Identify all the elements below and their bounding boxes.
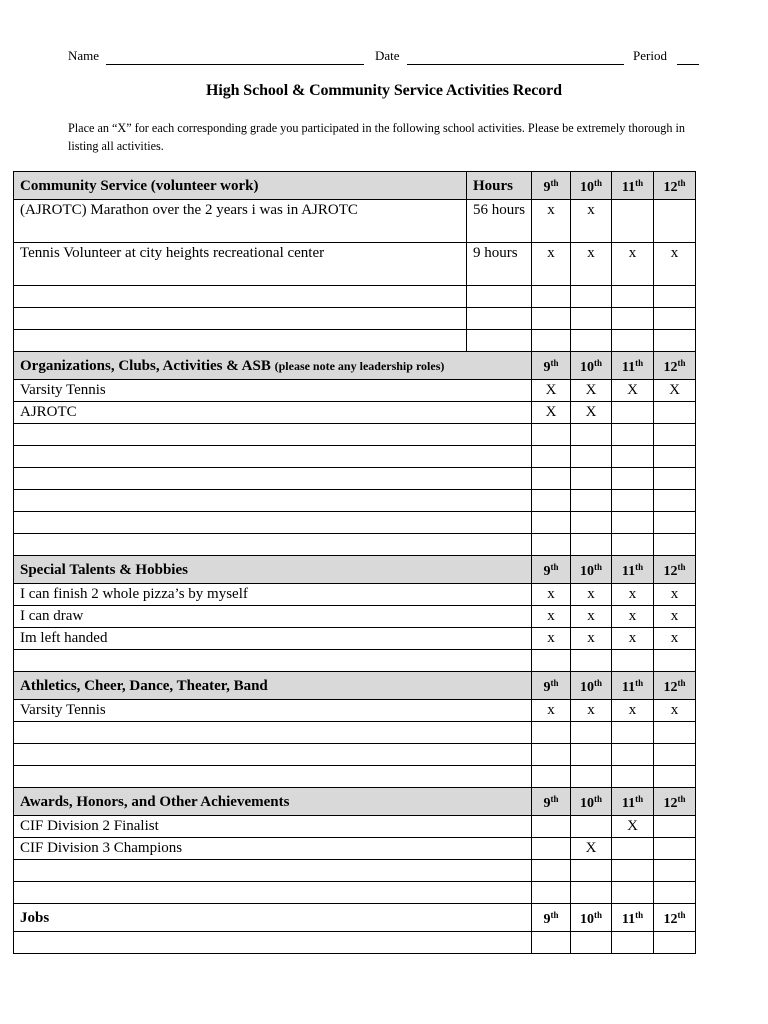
empty-row bbox=[14, 534, 696, 556]
grade-cell-10[interactable]: X bbox=[571, 838, 612, 860]
grade-cell-9[interactable]: X bbox=[532, 402, 571, 424]
empty-row bbox=[14, 882, 696, 904]
hours-cell[interactable]: 56 hours bbox=[467, 200, 532, 243]
grade-header-9: 9th bbox=[532, 904, 571, 932]
grade-header-9: 9th bbox=[532, 788, 571, 816]
empty-row bbox=[14, 468, 696, 490]
grade-header-11: 11th bbox=[612, 788, 654, 816]
grade-cell-11[interactable]: x bbox=[612, 243, 654, 286]
empty-row bbox=[14, 722, 696, 744]
grade-cell-11[interactable] bbox=[612, 200, 654, 243]
grade-header-10: 10th bbox=[571, 556, 612, 584]
section-title: Awards, Honors, and Other Achievements bbox=[14, 788, 532, 816]
empty-row bbox=[14, 766, 696, 788]
activity-cell[interactable]: Varsity Tennis bbox=[14, 700, 532, 722]
grade-cell-10[interactable]: x bbox=[571, 584, 612, 606]
section-title: Athletics, Cheer, Dance, Theater, Band bbox=[14, 672, 532, 700]
student-info-line bbox=[68, 48, 700, 66]
grade-header-11: 11th bbox=[612, 556, 654, 584]
empty-row bbox=[14, 744, 696, 766]
grade-cell-10[interactable]: x bbox=[571, 606, 612, 628]
empty-row bbox=[14, 286, 696, 308]
grade-cell-12[interactable] bbox=[654, 200, 696, 243]
grade-cell-12[interactable] bbox=[654, 402, 696, 424]
table-row bbox=[14, 606, 696, 628]
grade-header-9: 9th bbox=[532, 172, 571, 200]
name-label: Name bbox=[68, 48, 100, 63]
table-row bbox=[14, 816, 696, 838]
activity-cell[interactable]: Tennis Volunteer at city heights recreational center bbox=[14, 243, 467, 286]
table-row bbox=[14, 200, 696, 243]
grade-header-12: 12th bbox=[654, 788, 696, 816]
grade-cell-11[interactable] bbox=[612, 838, 654, 860]
grade-cell-10[interactable]: x bbox=[571, 243, 612, 286]
grade-cell-9[interactable]: x bbox=[532, 700, 571, 722]
section-title: Jobs bbox=[14, 904, 532, 932]
grade-cell-10[interactable]: x bbox=[571, 200, 612, 243]
activity-cell[interactable]: I can draw bbox=[14, 606, 532, 628]
grade-cell-9[interactable] bbox=[532, 838, 571, 860]
grade-header-10: 10th bbox=[571, 352, 612, 380]
activities-table bbox=[13, 171, 696, 954]
name-field[interactable] bbox=[106, 64, 364, 65]
activity-cell[interactable]: (AJROTC) Marathon over the 2 years i was in AJROTC bbox=[14, 200, 467, 243]
grade-cell-12[interactable]: x bbox=[654, 584, 696, 606]
grade-cell-12[interactable] bbox=[654, 838, 696, 860]
section-title: Community Service (volunteer work) bbox=[14, 172, 467, 200]
grade-header-10: 10th bbox=[571, 172, 612, 200]
grade-cell-9[interactable]: x bbox=[532, 628, 571, 650]
table-row bbox=[14, 402, 696, 424]
leadership-note: (please note any leadership roles) bbox=[274, 358, 445, 373]
section-title: Organizations, Clubs, Activities & ASB (please note any leadership roles) bbox=[14, 352, 532, 380]
grade-cell-9[interactable] bbox=[532, 816, 571, 838]
grade-cell-11[interactable]: X bbox=[612, 380, 654, 402]
period-label: Period bbox=[633, 48, 667, 63]
grade-cell-9[interactable]: x bbox=[532, 243, 571, 286]
grade-cell-9[interactable]: x bbox=[532, 606, 571, 628]
grade-cell-11[interactable]: X bbox=[612, 816, 654, 838]
section-header-awards bbox=[14, 788, 696, 816]
grade-cell-11[interactable] bbox=[612, 402, 654, 424]
table-row bbox=[14, 700, 696, 722]
activity-cell[interactable]: CIF Division 3 Champions bbox=[14, 838, 532, 860]
empty-row bbox=[14, 424, 696, 446]
grade-cell-12[interactable]: x bbox=[654, 606, 696, 628]
grade-header-10: 10th bbox=[571, 904, 612, 932]
grade-cell-10[interactable]: x bbox=[571, 700, 612, 722]
grade-cell-9[interactable]: x bbox=[532, 584, 571, 606]
grade-cell-10[interactable] bbox=[571, 816, 612, 838]
grade-cell-12[interactable]: x bbox=[654, 628, 696, 650]
empty-row bbox=[14, 330, 696, 352]
table-row bbox=[14, 838, 696, 860]
grade-header-10: 10th bbox=[571, 672, 612, 700]
grade-cell-12[interactable]: X bbox=[654, 380, 696, 402]
period-field[interactable] bbox=[677, 64, 699, 65]
activity-cell[interactable]: I can finish 2 whole pizza’s by myself bbox=[14, 584, 532, 606]
grade-header-12: 12th bbox=[654, 172, 696, 200]
section-header-jobs bbox=[14, 904, 696, 932]
section-header-community bbox=[14, 172, 696, 200]
grade-header-11: 11th bbox=[612, 352, 654, 380]
section-header-talents bbox=[14, 556, 696, 584]
grade-header-12: 12th bbox=[654, 556, 696, 584]
grade-cell-11[interactable]: x bbox=[612, 700, 654, 722]
grade-cell-9[interactable]: X bbox=[532, 380, 571, 402]
grade-header-11: 11th bbox=[612, 172, 654, 200]
grade-header-9: 9th bbox=[532, 556, 571, 584]
date-field[interactable] bbox=[407, 64, 624, 65]
empty-row bbox=[14, 490, 696, 512]
grade-cell-12[interactable]: x bbox=[654, 243, 696, 286]
grade-cell-9[interactable]: x bbox=[532, 200, 571, 243]
grade-header-12: 12th bbox=[654, 352, 696, 380]
grade-cell-10[interactable]: X bbox=[571, 402, 612, 424]
grade-header-9: 9th bbox=[532, 352, 571, 380]
grade-header-12: 12th bbox=[654, 672, 696, 700]
empty-row bbox=[14, 308, 696, 330]
grade-cell-12[interactable] bbox=[654, 816, 696, 838]
section-header-athletics bbox=[14, 672, 696, 700]
grade-cell-10[interactable]: X bbox=[571, 380, 612, 402]
activity-cell[interactable]: AJROTC bbox=[14, 402, 532, 424]
grade-cell-11[interactable]: x bbox=[612, 628, 654, 650]
grade-header-12: 12th bbox=[654, 904, 696, 932]
empty-row bbox=[14, 932, 696, 954]
date-label: Date bbox=[375, 48, 400, 63]
grade-header-11: 11th bbox=[612, 672, 654, 700]
instructions-text: Place an “X” for each corresponding grade you participated in the following school activities. Please be extremely thorough in listing all activities. bbox=[68, 121, 685, 153]
table-row bbox=[14, 628, 696, 650]
grade-cell-11[interactable]: x bbox=[612, 606, 654, 628]
empty-row bbox=[14, 512, 696, 534]
table-row bbox=[14, 584, 696, 606]
page-title: High School & Community Service Activities Record bbox=[206, 82, 562, 99]
grade-cell-10[interactable]: x bbox=[571, 628, 612, 650]
grade-cell-11[interactable]: x bbox=[612, 584, 654, 606]
hours-cell[interactable]: 9 hours bbox=[467, 243, 532, 286]
grade-header-9: 9th bbox=[532, 672, 571, 700]
grade-header-11: 11th bbox=[612, 904, 654, 932]
grade-header-10: 10th bbox=[571, 788, 612, 816]
grade-cell-12[interactable]: x bbox=[654, 700, 696, 722]
table-row bbox=[14, 243, 696, 286]
empty-row bbox=[14, 446, 696, 468]
table-row bbox=[14, 380, 696, 402]
empty-row bbox=[14, 650, 696, 672]
activity-cell[interactable]: Im left handed bbox=[14, 628, 532, 650]
empty-row bbox=[14, 860, 696, 882]
section-header-organizations bbox=[14, 352, 696, 380]
activity-cell[interactable]: CIF Division 2 Finalist bbox=[14, 816, 532, 838]
hours-header: Hours bbox=[467, 172, 532, 200]
section-title: Special Talents & Hobbies bbox=[14, 556, 532, 584]
activity-cell[interactable]: Varsity Tennis bbox=[14, 380, 532, 402]
